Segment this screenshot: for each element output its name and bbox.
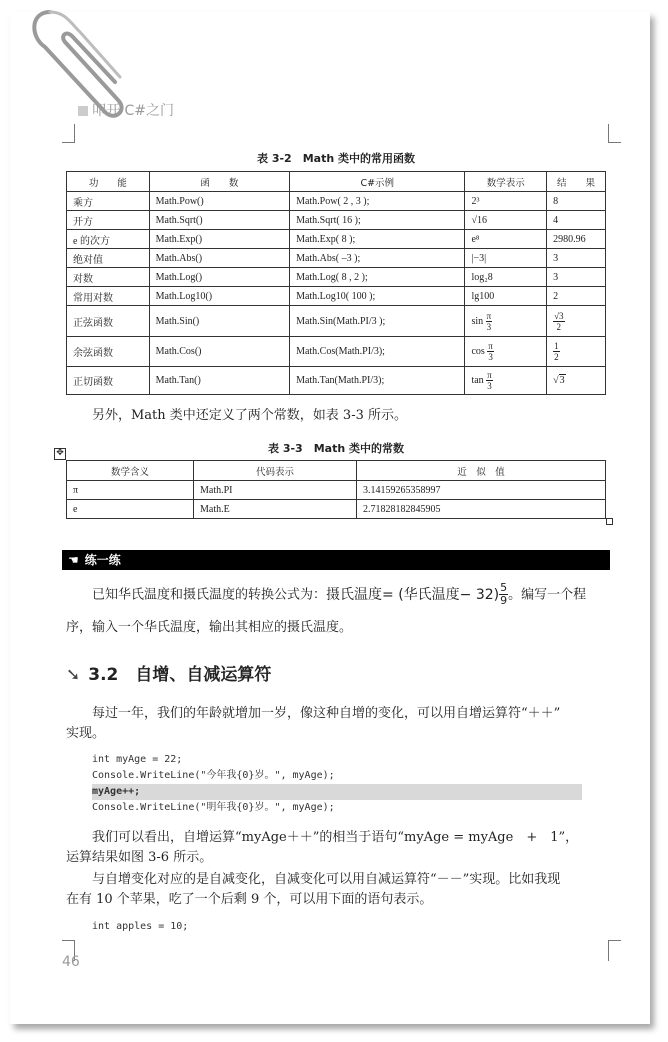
cell: 2 [547, 287, 606, 306]
denominator: 9 [500, 594, 508, 607]
paragraph: 每过一年，我们的年龄就增加一岁，像这种自增的变化，可以用自增运算符“＋＋” [92, 706, 561, 721]
math-functions-table [66, 171, 606, 395]
header-square-icon [78, 106, 88, 116]
cell: lg100 [465, 287, 547, 306]
cell: Math.Sin() [149, 306, 289, 337]
math-expression [465, 337, 547, 367]
numerator: π [486, 310, 492, 321]
paragraph: 在有 10 个苹果，吃了一个后剩 9 个，可以用下面的语句表示。 [66, 892, 433, 907]
cell: 3 [547, 249, 606, 268]
numerator: 1 [554, 341, 559, 351]
cell: Math.Log10() [149, 287, 289, 306]
crop-mark-top-right [608, 124, 621, 143]
paragraph: 另外，Math 类中还定义了两个常数，如表 3-3 所示。 [92, 408, 407, 423]
table-header-row [67, 172, 606, 192]
page-number: 46 [62, 954, 80, 970]
table-move-handle-icon[interactable]: ✥ [54, 448, 66, 460]
table-row [67, 268, 606, 287]
cell: √16 [465, 211, 547, 230]
fraction [486, 311, 493, 332]
result-expression [547, 367, 606, 395]
numerator: π [488, 341, 493, 351]
text: 。编写一个程 [508, 587, 587, 603]
cell: Math.Sqrt( 16 ); [290, 211, 465, 230]
table-row [67, 211, 606, 230]
cell: Math.Pow() [149, 192, 289, 211]
cell: 对数 [67, 268, 150, 287]
table-row [67, 481, 606, 500]
table-row [67, 367, 606, 395]
cell: Math.PI [194, 481, 357, 500]
math-expression [465, 306, 547, 337]
cell: 2³ [465, 192, 547, 211]
fraction [553, 311, 564, 332]
cell: 乘方 [67, 192, 150, 211]
cell: 2980.96 [547, 230, 606, 249]
table-header-row [67, 461, 606, 481]
formula-lhs: 摄氏温度 [326, 586, 383, 603]
fn-name: tan [471, 374, 484, 386]
cell: Math.Cos() [149, 337, 289, 367]
paragraph: 我们可以看出，自增运算“myAge＋＋”的相当于语句“myAge = myAge + 1”， [92, 830, 579, 845]
result-expression [547, 337, 606, 367]
cell: Math.Pow( 2 , 3 ); [290, 192, 465, 211]
cell: 开方 [67, 211, 150, 230]
col-header: 代码表示 [194, 461, 357, 481]
code-line: int apples = 10; [92, 921, 189, 932]
exercise-banner [62, 550, 610, 570]
section-heading [66, 660, 271, 685]
cell: π [67, 481, 194, 500]
paragraph: 序，输入一个华氏温度，输出其相应的摄氏温度。 [66, 620, 353, 635]
arrow-icon: ➘ [66, 665, 81, 685]
square-root: √3 [553, 375, 565, 386]
cell: Math.Log10( 100 ); [290, 287, 465, 306]
table2-caption: 表 3-3 Math 类中的常数 [268, 442, 404, 455]
cell: 正切函数 [67, 367, 150, 395]
cell: Math.Tan() [149, 367, 289, 395]
cell: 绝对值 [67, 249, 150, 268]
section-number: 3.2 [88, 665, 119, 685]
cell: Math.Sin(Math.PI/3 ); [290, 306, 465, 337]
cell: e 的次方 [67, 230, 150, 249]
paragraph [92, 582, 586, 608]
math-expression [465, 367, 547, 395]
cell: Math.Tan(Math.PI/3); [290, 367, 465, 395]
table-row [67, 337, 606, 367]
table-row [67, 249, 606, 268]
header-title: 叩开 C#之门 [92, 103, 174, 119]
result-expression [547, 306, 606, 337]
text: 已知华氏温度和摄氏温度的转换公式为： [92, 587, 327, 603]
fraction [487, 341, 494, 362]
fraction [553, 341, 560, 362]
fraction [486, 370, 493, 391]
table1-caption: 表 3-2 Math 类中的常用函数 [257, 152, 415, 165]
cell: 常用对数 [67, 287, 150, 306]
denominator: 2 [556, 321, 562, 332]
cell: Math.Log() [149, 268, 289, 287]
cell: 3 [547, 268, 606, 287]
denominator: 3 [486, 321, 492, 332]
code-line: int myAge = 22; [92, 754, 183, 765]
denominator: 3 [488, 352, 493, 362]
exercise-title: 练一练 [84, 553, 121, 567]
cell: e [67, 500, 194, 519]
col-header: 数学表示 [465, 172, 547, 192]
table-row [67, 230, 606, 249]
denominator: 3 [487, 381, 492, 391]
code-line: Console.WriteLine("今年我{0}岁。", myAge); [92, 770, 335, 781]
cell: log₂8 [465, 268, 547, 287]
cell: Math.Log( 8 , 2 ); [290, 268, 465, 287]
formula-mid: = (华氏温度− 32) [382, 586, 500, 603]
cell: Math.Sqrt() [149, 211, 289, 230]
crop-mark-bottom-right [608, 940, 621, 961]
math-constants-table [66, 460, 606, 519]
cell: 8 [547, 192, 606, 211]
table-row [67, 287, 606, 306]
fraction [499, 582, 508, 607]
section-title: 自增、自减运算符 [135, 665, 272, 685]
paragraph: 实现。 [66, 726, 106, 741]
fn-name: cos [471, 345, 485, 357]
cell: e⁸ [465, 230, 547, 249]
denominator: 2 [554, 352, 559, 362]
table-row [67, 192, 606, 211]
col-header: 功 能 [67, 172, 150, 192]
cell: Math.E [194, 500, 357, 519]
col-header: C#示例 [290, 172, 465, 192]
cell: |−3| [465, 249, 547, 268]
col-header: 函 数 [149, 172, 289, 192]
cell: Math.Cos(Math.PI/3); [290, 337, 465, 367]
radicand: 3 [559, 310, 564, 321]
paragraph: 运算结果如图 3-6 所示。 [66, 850, 213, 865]
cell: 3.14159265358997 [357, 481, 606, 500]
code-line: Console.WriteLine("明年我{0}岁。", myAge); [92, 802, 335, 813]
running-header [78, 100, 174, 120]
col-header: 数学含义 [67, 461, 194, 481]
radicand: 3 [559, 375, 565, 386]
code-line-highlighted: myAge++; [92, 784, 582, 800]
cell: Math.Abs( –3 ); [290, 249, 465, 268]
table-row [67, 500, 606, 519]
cell: Math.Abs() [149, 249, 289, 268]
pointing-hand-icon: ☚ [68, 553, 79, 567]
cell: 余弦函数 [67, 337, 150, 367]
col-header: 结 果 [547, 172, 606, 192]
cell: Math.Exp( 8 ); [290, 230, 465, 249]
fn-name: sin [471, 315, 484, 327]
numerator: 5 [500, 581, 508, 594]
cell: Math.Exp() [149, 230, 289, 249]
table-row [67, 306, 606, 337]
paragraph: 与自增变化对应的是自减变化，自减变化可以用自减运算符“－－”实现。比如我现 [92, 872, 561, 887]
cell: 2.71828182845905 [357, 500, 606, 519]
table-resize-handle[interactable] [606, 518, 613, 525]
crop-mark-top-left [62, 124, 75, 143]
temperature-formula [326, 581, 508, 607]
numerator: √3 [554, 310, 564, 321]
numerator: π [487, 370, 492, 380]
cell: 4 [547, 211, 606, 230]
col-header: 近 似 值 [357, 461, 606, 481]
cell: 正弦函数 [67, 306, 150, 337]
